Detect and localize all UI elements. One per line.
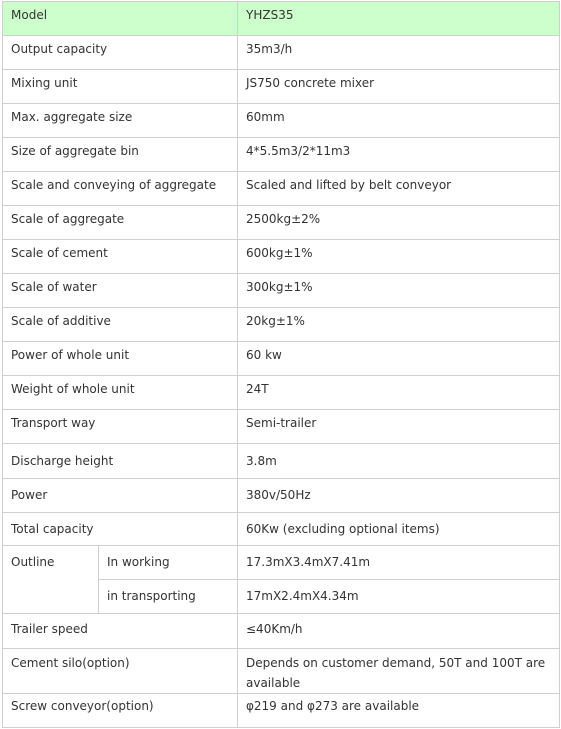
row-value: 2500kg±2% xyxy=(238,206,560,240)
trailer-speed-label: Trailer speed xyxy=(3,614,238,649)
table-row xyxy=(3,70,560,104)
cement-silo-value: Depends on customer demand, 50T and 100T are available xyxy=(238,649,560,694)
row-value: 35m3/h xyxy=(238,36,560,70)
row-label: Transport way xyxy=(3,410,238,444)
cement-silo-label: Cement silo(option) xyxy=(3,649,238,694)
table-row xyxy=(3,240,560,274)
table-row xyxy=(3,376,560,410)
table-row xyxy=(3,513,560,546)
table-row xyxy=(3,308,560,342)
outline-transport-label: in transporting xyxy=(99,580,238,614)
row-value: Semi-trailer xyxy=(238,410,560,444)
row-label: Scale of aggregate xyxy=(3,206,238,240)
row-label: Size of aggregate bin xyxy=(3,138,238,172)
row-label: Power xyxy=(3,479,238,513)
table-row xyxy=(3,172,560,206)
table-row xyxy=(3,694,560,728)
row-label: Mixing unit xyxy=(3,70,238,104)
row-value: 20kg±1% xyxy=(238,308,560,342)
row-value: 60Kw (excluding optional items) xyxy=(238,513,560,546)
table-row xyxy=(3,479,560,513)
row-label: Scale of cement xyxy=(3,240,238,274)
trailer-speed-value: ≤40Km/h xyxy=(238,614,560,649)
outline-working-value: 17.3mX3.4mX7.41m xyxy=(238,546,560,580)
row-label: Scale and conveying of aggregate xyxy=(3,172,238,206)
header-model-cell: YHZS35 xyxy=(238,2,560,36)
row-label: Scale of water xyxy=(3,274,238,308)
table-header-row xyxy=(3,2,560,36)
row-value: 300kg±1% xyxy=(238,274,560,308)
table-row xyxy=(3,410,560,444)
table-row xyxy=(3,138,560,172)
screw-conveyor-value: φ219 and φ273 are available xyxy=(238,694,560,728)
row-value: 600kg±1% xyxy=(238,240,560,274)
row-label: Max. aggregate size xyxy=(3,104,238,138)
row-label: Discharge height xyxy=(3,444,238,479)
row-label: Total capacity xyxy=(3,513,238,546)
row-value: 3.8m xyxy=(238,444,560,479)
spec-table xyxy=(2,1,560,728)
table-row xyxy=(3,342,560,376)
table-row xyxy=(3,649,560,694)
row-value: Scaled and lifted by belt conveyor xyxy=(238,172,560,206)
screw-conveyor-label: Screw conveyor(option) xyxy=(3,694,238,728)
table-row xyxy=(3,444,560,479)
row-label: Power of whole unit xyxy=(3,342,238,376)
outline-label: Outline xyxy=(3,546,99,614)
row-label: Weight of whole unit xyxy=(3,376,238,410)
header-label-cell: Model xyxy=(3,2,238,36)
row-label: Output capacity xyxy=(3,36,238,70)
row-value: JS750 concrete mixer xyxy=(238,70,560,104)
table-row xyxy=(3,206,560,240)
outline-working-label: In working xyxy=(99,546,238,580)
row-value: 380v/50Hz xyxy=(238,479,560,513)
outline-transport-value: 17mX2.4mX4.34m xyxy=(238,580,560,614)
row-value: 60 kw xyxy=(238,342,560,376)
table-row-outline-working xyxy=(3,546,560,580)
row-value: 4*5.5m3/2*11m3 xyxy=(238,138,560,172)
table-row xyxy=(3,614,560,649)
row-label: Scale of additive xyxy=(3,308,238,342)
table-row xyxy=(3,274,560,308)
row-value: 60mm xyxy=(238,104,560,138)
table-row xyxy=(3,104,560,138)
row-value: 24T xyxy=(238,376,560,410)
table-row xyxy=(3,36,560,70)
